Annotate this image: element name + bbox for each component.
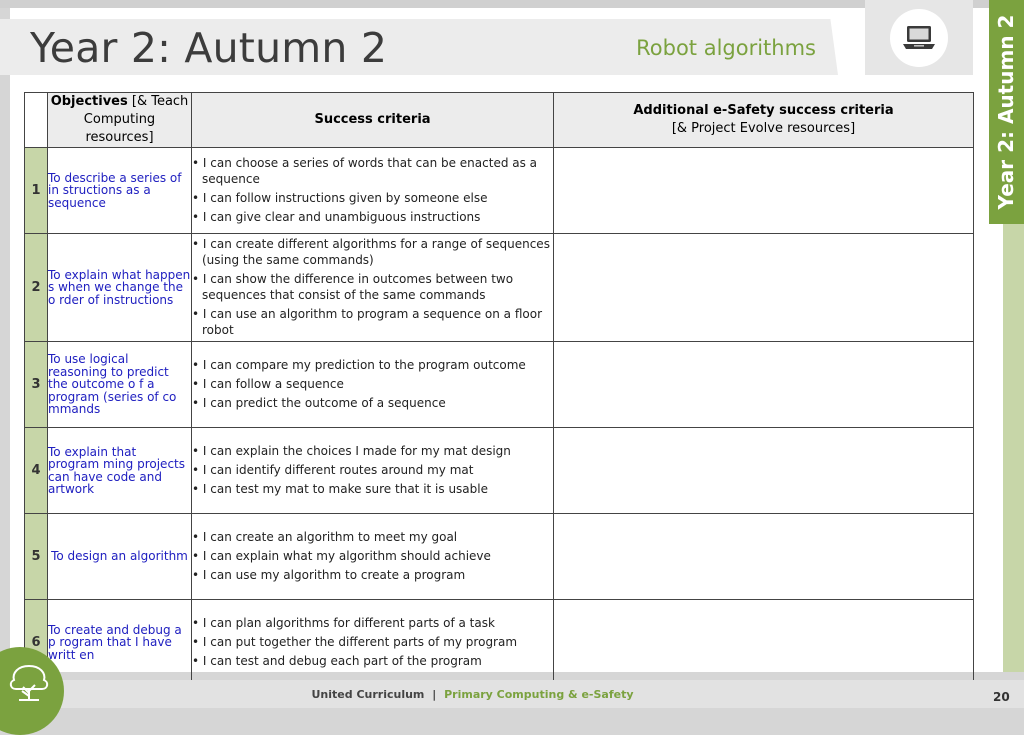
- footer: [0, 688, 945, 701]
- criteria-item: • I can plan algorithms for different parts of a task: [192, 615, 553, 631]
- table-header-row: [25, 93, 974, 148]
- criteria-item: • I can use an algorithm to program a sequence on a floor robot: [192, 306, 553, 338]
- objective-cell: To explain what happen s when we change the o rder of instructions: [48, 234, 192, 342]
- objective-cell: To design an algorithm: [48, 514, 192, 600]
- criteria-cell: [192, 342, 554, 428]
- row-number: 2: [25, 234, 48, 342]
- criteria-cell: [192, 234, 554, 342]
- criteria-item: • I can follow instructions given by someone else: [192, 190, 553, 206]
- row-number: 3: [25, 342, 48, 428]
- laptop-icon: [901, 23, 937, 53]
- criteria-cell: [192, 600, 554, 686]
- objective-cell: To create and debug a p rogram that I have writt en: [48, 600, 192, 686]
- esafety-cell: [554, 600, 974, 686]
- unit-name: Robot algorithms: [636, 36, 816, 60]
- tree-logo-icon: [4, 660, 54, 704]
- criteria-item: • I can test my mat to make sure that it is usable: [192, 481, 553, 497]
- esafety-header-bold: Additional e-Safety success criteria: [633, 103, 894, 118]
- criteria-item: • I can predict the outcome of a sequence: [192, 395, 553, 411]
- curriculum-table: [24, 92, 974, 686]
- criteria-cell: [192, 514, 554, 600]
- criteria-item: • I can test and debug each part of the program: [192, 653, 553, 669]
- esafety-cell: [554, 428, 974, 514]
- criteria-item: • I can use my algorithm to create a program: [192, 567, 553, 583]
- row-number: 6: [25, 600, 48, 686]
- esafety-cell: [554, 234, 974, 342]
- table-row: [25, 600, 974, 686]
- criteria-item: • I can follow a sequence: [192, 376, 553, 392]
- side-rail: [1003, 224, 1024, 672]
- esafety-header-rest: [& Project Evolve resources]: [671, 121, 856, 136]
- criteria-list: [192, 155, 553, 225]
- row-number: 5: [25, 514, 48, 600]
- side-tab-label: Year 2: Autumn 2: [994, 14, 1018, 210]
- criteria-item: • I can give clear and unambiguous instructions: [192, 209, 553, 225]
- objectives-header-rest: [& Teach Computing resources]: [83, 94, 189, 145]
- criteria-item: • I can create an algorithm to meet my goal: [192, 529, 553, 545]
- table-row: [25, 148, 974, 234]
- criteria-item: • I can show the difference in outcomes between two sequences that consist of the same commands: [192, 271, 553, 303]
- icon-badge: [890, 9, 948, 67]
- page-title: Year 2: Autumn 2: [30, 24, 388, 72]
- objective-cell: To explain that program ming projects can have code and artwork: [48, 428, 192, 514]
- esafety-cell: [554, 342, 974, 428]
- success-header: Success criteria: [192, 93, 554, 148]
- criteria-list: [192, 236, 553, 338]
- row-number: 4: [25, 428, 48, 514]
- table-row: [25, 428, 974, 514]
- esafety-cell: [554, 514, 974, 600]
- footer-right: Primary Computing & e-Safety: [444, 688, 634, 701]
- criteria-list: [192, 357, 553, 411]
- objective-cell: To use logical reasoning to predict the outcome o f a program (series of co mmands: [48, 342, 192, 428]
- objective-cell: To describe a series of in structions as a sequence: [48, 148, 192, 234]
- footer-left: United Curriculum: [311, 688, 425, 701]
- criteria-item: • I can explain what my algorithm should achieve: [192, 548, 553, 564]
- criteria-item: • I can identify different routes around my mat: [192, 462, 553, 478]
- criteria-item: • I can create different algorithms for a range of sequences (using the same commands): [192, 236, 553, 268]
- row-number: 1: [25, 148, 48, 234]
- table-row: [25, 234, 974, 342]
- table-row: [25, 514, 974, 600]
- objectives-header: [48, 93, 192, 148]
- criteria-list: [192, 529, 553, 583]
- criteria-list: [192, 615, 553, 669]
- criteria-item: • I can explain the choices I made for my mat design: [192, 443, 553, 459]
- footer-separator: |: [432, 688, 437, 701]
- page-number: 20: [993, 690, 1010, 704]
- criteria-cell: [192, 428, 554, 514]
- criteria-cell: [192, 148, 554, 234]
- esafety-cell: [554, 148, 974, 234]
- esafety-header: [554, 93, 974, 148]
- criteria-list: [192, 443, 553, 497]
- objectives-header-bold: Objectives: [50, 94, 128, 109]
- criteria-item: • I can choose a series of words that can be enacted as a sequence: [192, 155, 553, 187]
- header-spacer: [25, 93, 48, 148]
- criteria-item: • I can put together the different parts of my program: [192, 634, 553, 650]
- criteria-item: • I can compare my prediction to the program outcome: [192, 357, 553, 373]
- table-row: [25, 342, 974, 428]
